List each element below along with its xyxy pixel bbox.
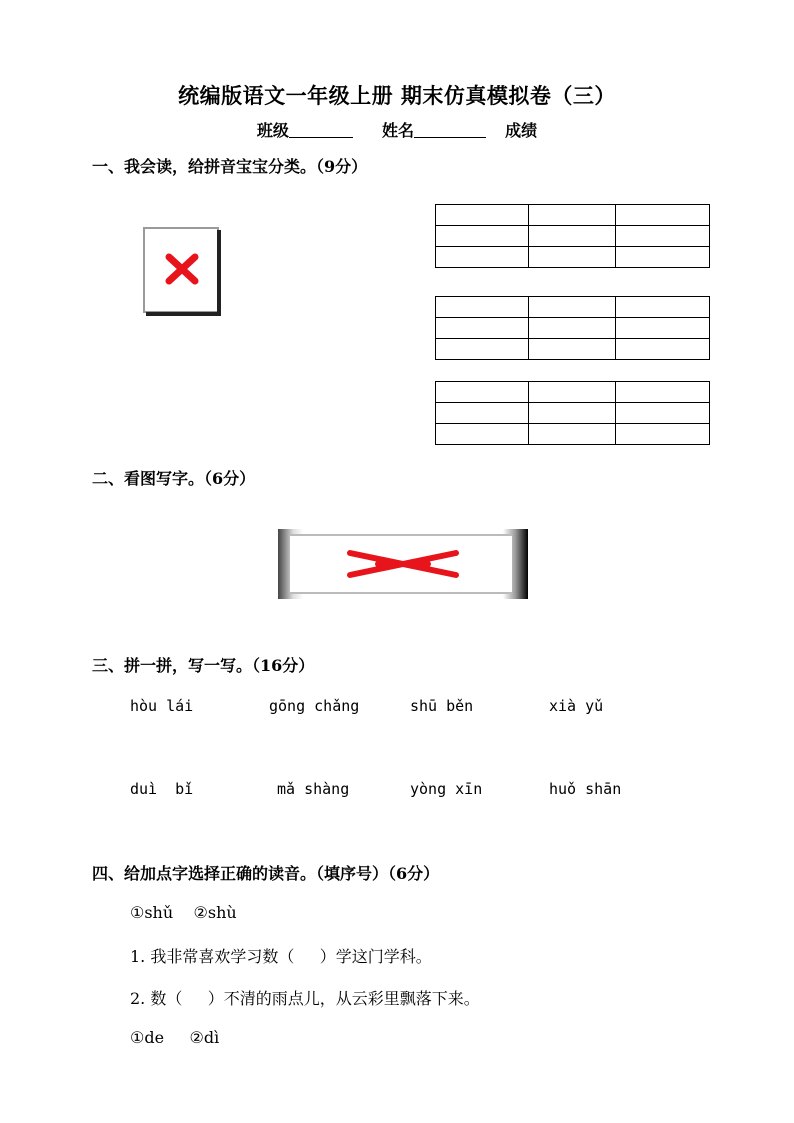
reading-options-2: ①de ②dì	[130, 1028, 220, 1047]
pinyin-item: xià yǔ	[549, 697, 604, 715]
class-blank	[289, 121, 353, 138]
classification-table-3	[435, 381, 710, 445]
student-info-line	[0, 118, 794, 141]
name-blank	[414, 121, 486, 138]
question-line-2: 2. 数（ ）不清的雨点儿，从云彩里飘落下来。	[130, 989, 480, 1008]
broken-image-2	[278, 529, 528, 599]
pinyin-item: gōng chǎng	[269, 697, 360, 715]
pinyin-item: duì bǐ	[130, 780, 194, 798]
broken-image-icon	[278, 529, 528, 599]
pinyin-item: huǒ shān	[549, 780, 622, 798]
score-label: 成绩	[505, 121, 538, 140]
pinyin-item: mǎ shàng	[277, 780, 350, 798]
reading-options-1: ①shǔ ②shù	[130, 903, 237, 922]
pinyin-item: hòu lái	[130, 697, 194, 715]
classification-table-2	[435, 296, 710, 360]
section-1-heading: 一、我会读，给拼音宝宝分类。（9分）	[92, 157, 368, 176]
broken-image-1	[143, 227, 223, 317]
section-4-heading: 四、给加点字选择正确的读音。（填序号）（6分）	[92, 864, 440, 883]
section-2-heading: 二、看图写字。（6分）	[92, 469, 256, 488]
class-label: 班级	[256, 121, 289, 140]
section-3-heading: 三、拼一拼，写一写。（16分）	[92, 656, 315, 675]
page-title: 统编版语文一年级上册 期末仿真模拟卷（三）	[178, 83, 616, 108]
question-line-1: 1. 我非常喜欢学习数（ ）学这门学科。	[130, 947, 432, 966]
pinyin-item: shū běn	[410, 697, 474, 715]
pinyin-item: yòng xīn	[410, 780, 483, 798]
name-label: 姓名	[381, 121, 414, 140]
classification-table-1	[435, 204, 710, 268]
broken-image-icon	[143, 227, 223, 317]
